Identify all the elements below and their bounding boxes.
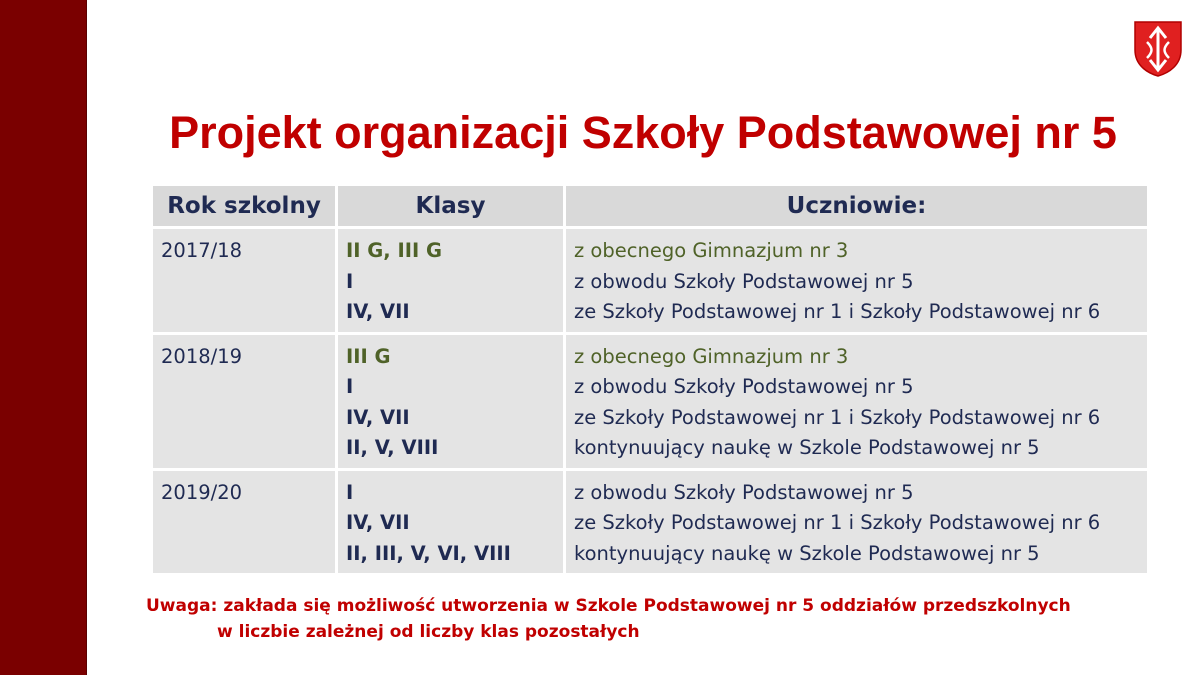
students-line: ze Szkoły Podstawowej nr 1 i Szkoły Podstawowej nr 6 bbox=[574, 511, 1101, 534]
classes-cell bbox=[337, 469, 565, 575]
students-cell bbox=[565, 333, 1149, 469]
students-line: z obecnego Gimnazjum nr 3 bbox=[574, 239, 849, 262]
classes-line: IV, VII bbox=[346, 511, 410, 534]
students-line: ze Szkoły Podstawowej nr 1 i Szkoły Podstawowej nr 6 bbox=[574, 405, 1101, 429]
classes-line: II G, III G bbox=[346, 239, 443, 262]
year-cell: 2019/20 bbox=[152, 469, 337, 575]
classes-line: IV, VII bbox=[346, 300, 410, 323]
classes-line: IV, VII bbox=[346, 405, 410, 429]
students-line: z obwodu Szkoły Podstawowej nr 5 bbox=[574, 375, 914, 398]
classes-line: I bbox=[346, 269, 354, 293]
table-header-row bbox=[152, 185, 1149, 228]
classes-line: III G bbox=[346, 344, 391, 368]
note-line-1: Uwaga: zakłada się możliwość utworzenia w Szkole Podstawowej nr 5 oddziałów przedszkolnych bbox=[146, 596, 1071, 616]
header-students: Uczniowie: bbox=[565, 185, 1149, 228]
header-classes: Klasy bbox=[337, 185, 565, 228]
left-decorative-bar bbox=[0, 0, 87, 675]
students-line: kontynuujący naukę w Szkole Podstawowej nr 5 bbox=[574, 436, 1040, 459]
students-line: z obecnego Gimnazjum nr 3 bbox=[574, 344, 849, 368]
students-cell bbox=[565, 469, 1149, 575]
header-school-year: Rok szkolny bbox=[152, 185, 337, 228]
classes-cell bbox=[337, 333, 565, 469]
table-row bbox=[152, 469, 1149, 575]
year-cell: 2018/19 bbox=[152, 333, 337, 469]
students-line: z obwodu Szkoły Podstawowej nr 5 bbox=[574, 480, 914, 504]
coat-of-arms-icon bbox=[1133, 20, 1183, 78]
classes-line: II, V, VIII bbox=[346, 436, 439, 459]
classes-line: I bbox=[346, 375, 354, 398]
classes-line: I bbox=[346, 480, 354, 504]
students-line: z obwodu Szkoły Podstawowej nr 5 bbox=[574, 269, 914, 293]
table-row bbox=[152, 228, 1149, 334]
table-row bbox=[152, 333, 1149, 469]
students-line: ze Szkoły Podstawowej nr 1 i Szkoły Podstawowej nr 6 bbox=[574, 300, 1101, 323]
classes-line: II, III, V, VI, VIII bbox=[346, 541, 511, 565]
year-cell: 2017/18 bbox=[152, 228, 337, 334]
students-cell bbox=[565, 228, 1149, 334]
students-line: kontynuujący naukę w Szkole Podstawowej nr 5 bbox=[574, 541, 1040, 565]
page-title: Projekt organizacji Szkoły Podstawowej nr 5 bbox=[169, 107, 1117, 158]
note-line-2: w liczbie zależnej od liczby klas pozostałych bbox=[217, 622, 640, 642]
note-text bbox=[146, 593, 1071, 645]
organization-table bbox=[150, 183, 1150, 576]
classes-cell bbox=[337, 228, 565, 334]
